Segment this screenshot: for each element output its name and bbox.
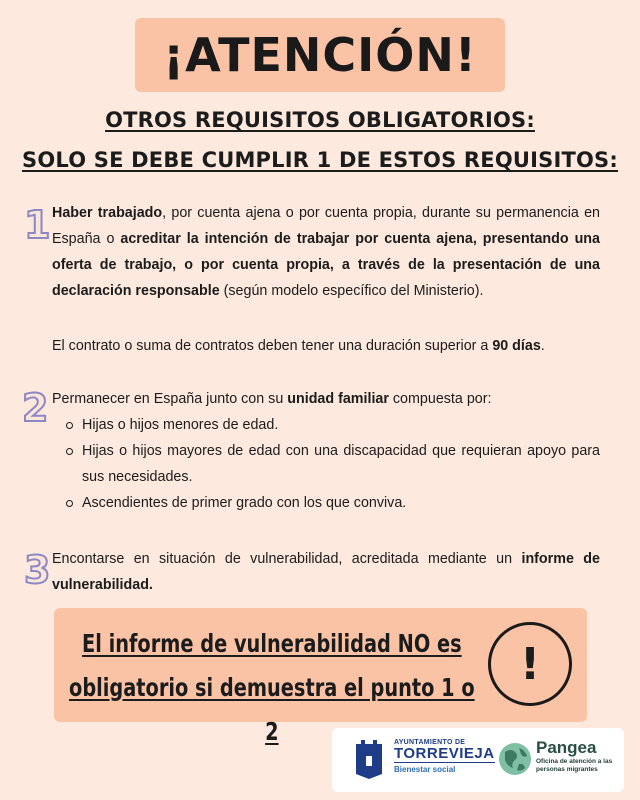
note-end: . bbox=[540, 338, 545, 354]
warning-line-1: El informe de vulnerabilidad NO es bbox=[82, 629, 462, 658]
family-unit-list bbox=[66, 412, 600, 516]
torrevieja-small: AYUNTAMIENTO DE bbox=[394, 739, 466, 746]
pangea-globe-icon bbox=[497, 740, 533, 778]
note-text: El contrato o suma de contratos deben tener una duración superior a bbox=[52, 338, 493, 354]
note-days: 90 días bbox=[492, 338, 541, 354]
torrevieja-name: TORREVIEJA bbox=[394, 745, 495, 762]
req3-part-2: informe de vulnerabilidad. bbox=[52, 551, 600, 593]
req1-part-4: (según modelo específico del Ministerio). bbox=[219, 283, 484, 299]
requirement-1-note bbox=[52, 338, 545, 354]
torrevieja-sub: Bienestar social bbox=[394, 765, 456, 774]
requirement-2-text bbox=[52, 386, 600, 412]
logos-footer bbox=[332, 728, 624, 792]
number-two-icon: 2 bbox=[22, 386, 49, 430]
pangea-name: Pangea bbox=[536, 738, 597, 757]
req2-part-1: Permanecer en España junto con su bbox=[52, 391, 288, 407]
list-item: Hijas o hijos mayores de edad con una discapacidad que requieran apoyo para sus necesidades. bbox=[66, 438, 600, 490]
number-three-icon: 3 bbox=[24, 548, 51, 592]
req1-part-3: acreditar la intención de trabajar por cuenta ajena, presentando una oferta de trabajo, o por cuenta propia, a través de la presentación de una declaración responsable bbox=[52, 231, 600, 299]
requirement-1-text bbox=[52, 200, 600, 304]
list-item: Hijas o hijos menores de edad. bbox=[66, 412, 600, 438]
warning-line-2: obligatorio si demuestra el punto 1 o 2 bbox=[69, 673, 475, 746]
pangea-sub-1: Oficina de atención a las bbox=[536, 758, 613, 765]
exclamation-circle-icon: ! bbox=[488, 622, 572, 706]
req2-part-2: unidad familiar bbox=[287, 391, 389, 407]
pangea-logo bbox=[536, 738, 612, 774]
requirement-3-text bbox=[52, 546, 600, 598]
pangea-sub-2: personas migrantes bbox=[536, 766, 598, 773]
req1-part-2: , por cuenta ajena o por cuenta propia, durante su permanencia en España o bbox=[52, 205, 600, 247]
req3-part-1: Encontarse en situación de vulnerabilidad, acreditada mediante un bbox=[52, 551, 522, 567]
list-item: Ascendientes de primer grado con los que conviva. bbox=[66, 490, 600, 516]
heading-requirements: OTROS REQUISITOS OBLIGATORIOS: bbox=[105, 108, 535, 132]
page-title: ¡ATENCIÓN! bbox=[163, 28, 477, 82]
heading-only-one: SOLO SE DEBE CUMPLIR 1 DE ESTOS REQUISITOS: bbox=[22, 148, 618, 172]
req2-part-3: compuesta por: bbox=[388, 391, 492, 407]
title-banner bbox=[135, 18, 505, 92]
torrevieja-logo bbox=[394, 739, 495, 774]
torrevieja-tower-icon bbox=[352, 738, 386, 780]
req1-part-1: Haber trabajado bbox=[52, 205, 163, 221]
number-one-icon: 1 bbox=[24, 203, 51, 247]
